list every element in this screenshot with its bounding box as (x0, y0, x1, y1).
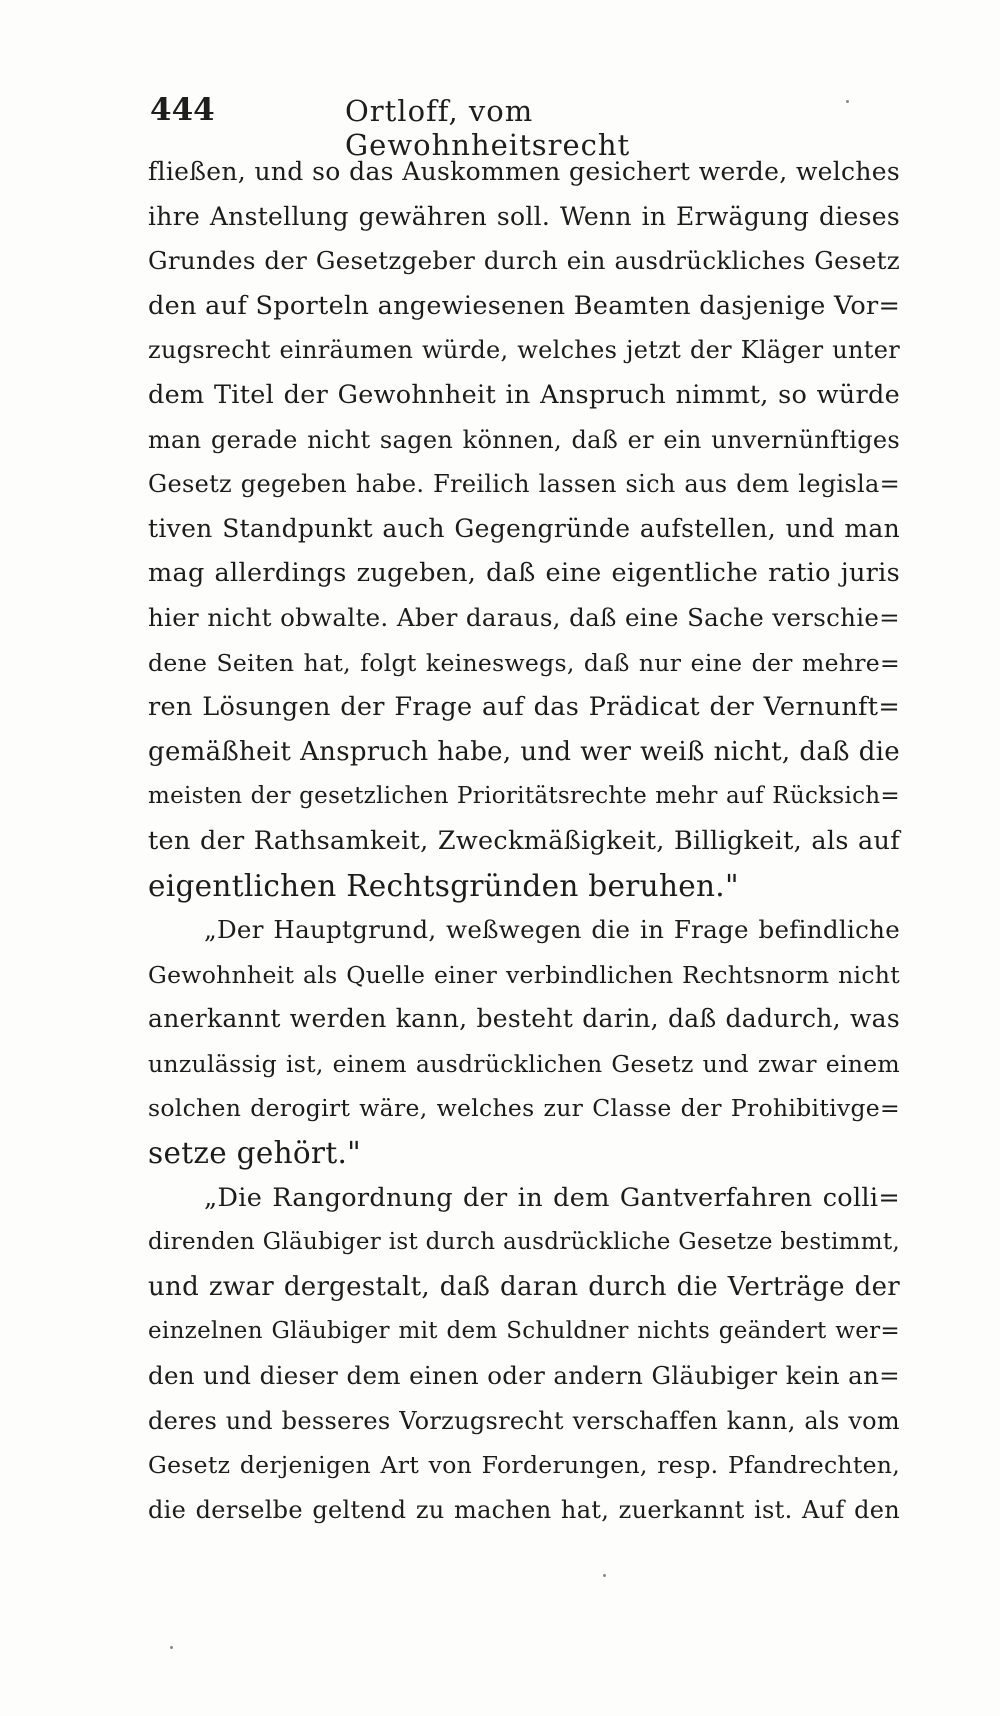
text-line: deres und besseres Vorzugsrecht verschaffen kann, als vom (148, 1406, 900, 1435)
text-line: „Der Hauptgrund, weßwegen die in Frage befindliche (204, 915, 900, 945)
text-line: dem Titel der Gewohnheit in Anspruch nimmt, so würde (148, 379, 900, 410)
text-line: ren Lösungen der Frage auf das Prädicat der Vernunft= (148, 692, 900, 723)
text-line: anerkannt werden kann, besteht darin, daß dadurch, was (148, 1004, 900, 1034)
text-line: den und dieser dem einen oder andern Gläubiger kein an= (148, 1361, 900, 1391)
text-line: einzelnen Gläubiger mit dem Schuldner nichts geändert wer= (148, 1318, 900, 1345)
text-line: Grundes der Gesetzgeber durch ein ausdrückliches Gesetz (148, 246, 900, 276)
text-line: ihre Anstellung gewähren soll. Wenn in Erwägung dieses (148, 201, 900, 231)
scan-speck (603, 1574, 606, 1577)
text-line: den auf Sporteln angewiesenen Beamten dasjenige Vor= (148, 290, 901, 321)
text-line: „Die Rangordnung der in dem Gantverfahren colli= (204, 1182, 900, 1213)
text-line: dene Seiten hat, folgt keineswegs, daß nur eine der mehre= (148, 648, 900, 677)
text-line: Gesetz gegeben habe. Freilich lassen sich aus dem legisla= (148, 470, 900, 499)
text-line: setze gehört." (148, 1136, 362, 1171)
text-line: ten der Rathsamkeit, Zweckmäßigkeit, Billigkeit, als auf (148, 825, 900, 856)
text-line: Gesetz derjenigen Art von Forderungen, resp. Pfandrechten, (148, 1451, 900, 1480)
paragraph (148, 150, 900, 908)
text-line: eigentlichen Rechtsgründen beruhen." (148, 868, 739, 903)
text-line: Gewohnheit als Quelle einer verbindlichen Rechtsnorm nicht (148, 960, 900, 989)
text-line: tiven Standpunkt auch Gegengründe aufstellen, und man (148, 513, 900, 543)
text-line: zugsrecht einräumen würde, welches jetzt der Kläger unter (148, 336, 900, 365)
scan-speck (846, 100, 849, 103)
paragraph (148, 908, 900, 1176)
text-line: unzulässig ist, einem ausdrücklichen Gesetz und zwar einem (148, 1049, 900, 1078)
text-line: direnden Gläubiger ist durch ausdrückliche Gesetze bestimmt, (148, 1229, 900, 1256)
text-line: hier nicht obwalte. Aber daraus, daß eine Sache verschie= (148, 602, 900, 632)
text-line: gemäßheit Anspruch habe, und wer weiß nicht, daß die (148, 736, 900, 767)
page-number: 444 (150, 92, 215, 128)
text-line: und zwar dergestalt, daß daran durch die Verträge der (148, 1271, 900, 1302)
scan-speck (170, 1646, 173, 1649)
text-line: mag allerdings zugeben, daß eine eigentliche ratio juris (148, 558, 900, 589)
text-line: man gerade nicht sagen können, daß er ein unvernünftiges (148, 425, 900, 454)
running-title: Ortloff, vom Gewohnheitsrecht (345, 94, 631, 162)
paragraph (148, 1176, 900, 1533)
running-head (150, 92, 760, 162)
text-line: die derselbe geltend zu machen hat, zuerkannt ist. Auf den (148, 1495, 900, 1524)
body-text (148, 150, 900, 1532)
text-line: meisten der gesetzlichen Prioritätsrechte mehr auf Rücksich= (148, 783, 900, 810)
text-line: solchen derogirt wäre, welches zur Classe der Prohibitivge= (148, 1094, 900, 1123)
text-line: fließen, und so das Auskommen gesichert werde, welches (148, 157, 900, 186)
